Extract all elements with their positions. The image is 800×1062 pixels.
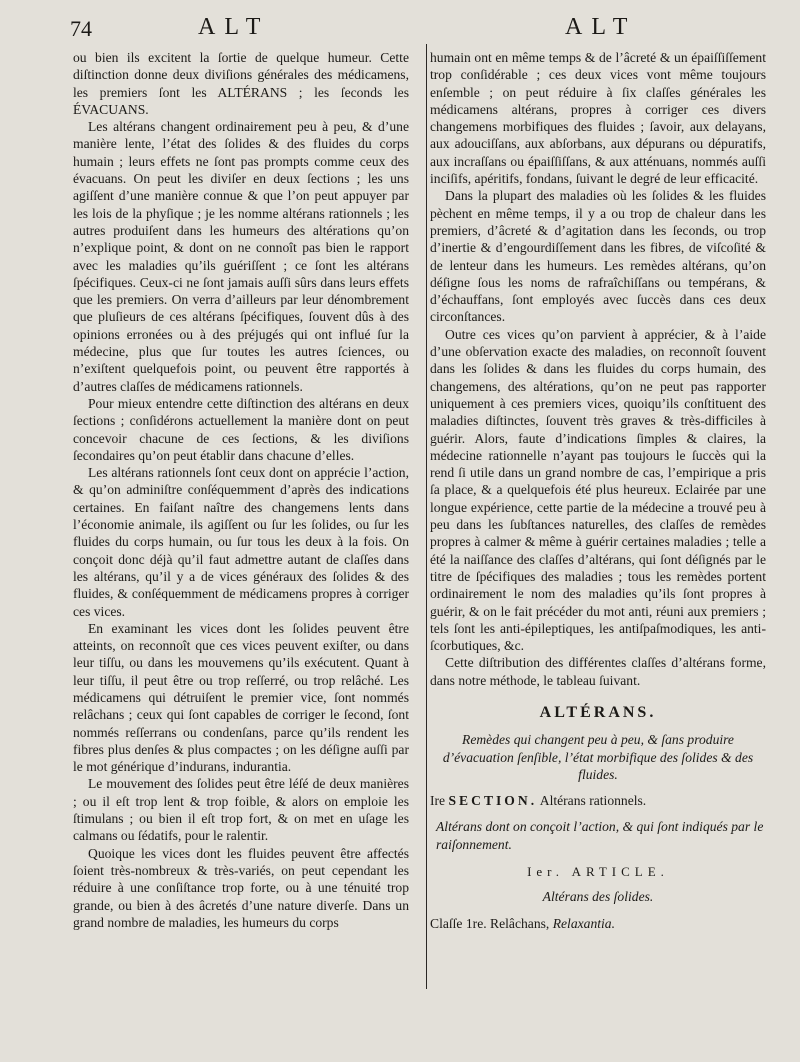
paragraph: humain ont en même temps & de l’âcreté & un épaiſſiſſement trop conſidérable ; ces deux vices vont même toujours enſemble ; on peut réduire à ſix claſſes générales les médicamens altérans, propres à corriger ces divers changemens morbifiques des fluides ; ſavoir, aux delayans, aux adouciſſans, aux abſorbans, aux dépurans ou dépuratifs, aux incraſſans ou épaiſſiſſans, & aux atténuans, nommés auſſi inciſifs, apéritifs, fondans, ſuivant le degré de leur efficacité. xyxy=(430,50,766,187)
section-number: Ire xyxy=(430,793,446,809)
paragraph: Dans la plupart des maladies où les ſolides & les fluides pèchent en même temps, il y a ou trop de chaleur dans les premiers, d’âcreté & d’agitation dans les ſeconds, ou trop d’inertie & d’engourdiſſement dans les fibres, de viſcoſité & de lenteur dans les humeurs. Les remèdes altérans, qu’on déſigne ſous les noms de rafraîchiſſans ou tempérans, & d’échauffans, ſont employés avec ſuccès dans ces deux circonſtances. xyxy=(430,188,766,325)
class-number: 1re. xyxy=(465,915,487,931)
table-heading: ALTÉRANS. xyxy=(539,703,657,721)
column-divider xyxy=(426,44,427,989)
article-heading xyxy=(430,863,766,880)
running-head-left: ALT xyxy=(198,14,270,40)
left-column xyxy=(73,49,409,931)
page-number: 74 xyxy=(70,16,92,41)
article-word: ARTICLE. xyxy=(571,864,669,880)
class-latin-name: Relaxantia. xyxy=(552,915,616,931)
paragraph: Quoique les vices dont les fluides peuvent être affectés ſoient très-nombreux & très-variés, on peut cependant les réduire à une conſiſtance trop forte, ou à une ténuité trop grande, ou bien à des âcretés d’une nature diverſe. Dans un grand nombre de maladies, les humeurs du corps xyxy=(73,845,409,930)
right-column xyxy=(430,49,766,932)
paragraph: ou bien ils excitent la ſortie de quelque humeur. Cette diſtinction donne deux diviſions générales des médicamens, les premiers ſont les ALTÉRANS ; les ſeconds les ÉVACUANS. xyxy=(73,50,409,117)
paragraph: Les altérans rationnels ſont ceux dont on apprécie l’action, & qu’on adminiſtre conſéquemment d’après des indications certaines. En faiſant naître des changemens lents dans l’économie animale, ils agiſſent ou ſur les ſolides, ou ſur les fluides du corps humain, ou ſur tous les deux à la fois. On conçoit donc déjà qu’il faut admettre autant de claſſes dans les altérans, qu’il y a de vices généraux des ſolides & des fluides, & conſéquemment de médicamens propres à corriger ces vices. xyxy=(73,465,409,619)
class-name: Relâchans, xyxy=(490,915,550,931)
section-heading xyxy=(430,792,766,809)
class-line xyxy=(430,915,766,932)
section-description: Altérans dont on conçoit l’action, & qui ſont indiqués par le raiſonnement. xyxy=(436,819,764,852)
table-heading-description: Remèdes qui changent peu à peu, & ſans produire d’évacuation ſenſible, l’état morbifique des ſolides & des fluides. xyxy=(442,732,754,782)
paragraph: Outre ces vices qu’on parvient à apprécier, & à l’aide d’une obſervation exacte des maladies, on reconnoît ſouvent dans les ſolides & dans les fluides du corps humain, des changemens, des altérations, qu’on ne peut pas rapporter uniquement à ces premiers vices, quoiqu’ils conſtituent des maladies diſtinctes, ſouvent très graves & très-difficiles à guérir. Alors, faute d’indications ſimples & claires, la médecine rationnelle n’ayant pas toujours le ſuccès qui la rend ſi utile dans un grand nombre de cas, l’empirique a pris ſa place, & a quelquefois été plus heureux. Eclairée par une longue expérience, cette partie de la médecine a trouvé peu à peu dans les ſubſtances naturelles, des claſſes de remèdes propres à calmer & même à guérir certaines maladies ; telle a été la naiſſance des claſſes d’altérans, qui ſont déſignés par le titre de ſpécifiques des maladies ; tous les remèdes portent ordinairement le nom des maladies qu’ils ſont propres à guérir, & on le fait précéder du mot anti, réuni aux premiers ; tels ſont les anti-épileptiques, les antiſpaſmodiques, les anti-ſcorbutiques, &c. xyxy=(430,326,766,654)
running-head-right: ALT xyxy=(565,14,637,40)
section-title: Altérans rationnels. xyxy=(539,793,647,809)
paragraph: Cette diſtribution des différentes claſſes d’altérans forme, dans notre méthode, le tableau ſuivant. xyxy=(430,655,766,688)
section-word: SECTION. xyxy=(448,793,538,809)
paragraph: Le mouvement des ſolides peut être léſé de deux manières ; ou il eſt trop lent & trop foible, & alors on emploie les ſtimulans ; ou bien il eſt trop fort, & on met en uſage les calmans ou ſédatifs, pour le ralentir. xyxy=(73,776,409,844)
paragraph: En examinant les vices dont les ſolides peuvent être atteints, on reconnoît que ces vices peuvent exiſter, ou dans leur tiſſu, ou dans les mouvemens qu’ils exécutent. Quant à leur tiſſu, il peut être ou trop reſſerré, ou trop relâché. Les médicamens qui détruiſent le premier vice, ſont nommés relâchans ; ceux qui ſont capables de corriger le ſecond, ſont nommés reſſerrans ou condenſans, parce qu’ils rendent les fibres plus denſes & plus compactes ; on les déſigne auſſi par le mot générique d’indurans, indurantia. xyxy=(73,620,409,775)
article-number: Ier. xyxy=(527,864,565,880)
class-label: Claſſe xyxy=(430,915,463,931)
article-title: Altérans des ſolides. xyxy=(542,889,654,905)
paragraph: Les altérans changent ordinairement peu à peu, & d’une manière lente, l’état des ſolides & des fluides du corps humain ; leurs effets ne ſont pas prompts comme ceux des évacuans. On peut les diviſer en deux ſections ; les uns agiſſent d’une manière connue & que l’on peut appuyer par les lois de la phyſique ; je les nomme altérans rationnels ; les autres produiſent dans les humeurs des altérations qu’on n’explique point, & dont on ne connoît pas bien le rapport avec les maladies qu’ils guériſſent ; ce ſont les altérans ſpécifiques. Ceux-ci ne ſont jamais auſſi sûrs dans leurs effets que les premiers. On verra d’ailleurs par leur dénombrement que pluſieurs de ces altérans ſpécifiques, ſouvent dûs à des opinions erronées ou à des préjugés qui ont influé ſur la médecine, plus que ſur toutes les autres ſciences, ou n’exiſtent quelquefois point, ou peuvent être rapportés à d’autres claſſes de médicamens rationnels. xyxy=(73,119,409,394)
paragraph: Pour mieux entendre cette diſtinction des altérans en deux ſections ; conſidérons actuellement la manière dont on peut concevoir chacune de ces ſections, & les diviſions ſecondaires qu’on peut établir dans chacune d’elles. xyxy=(73,395,409,463)
